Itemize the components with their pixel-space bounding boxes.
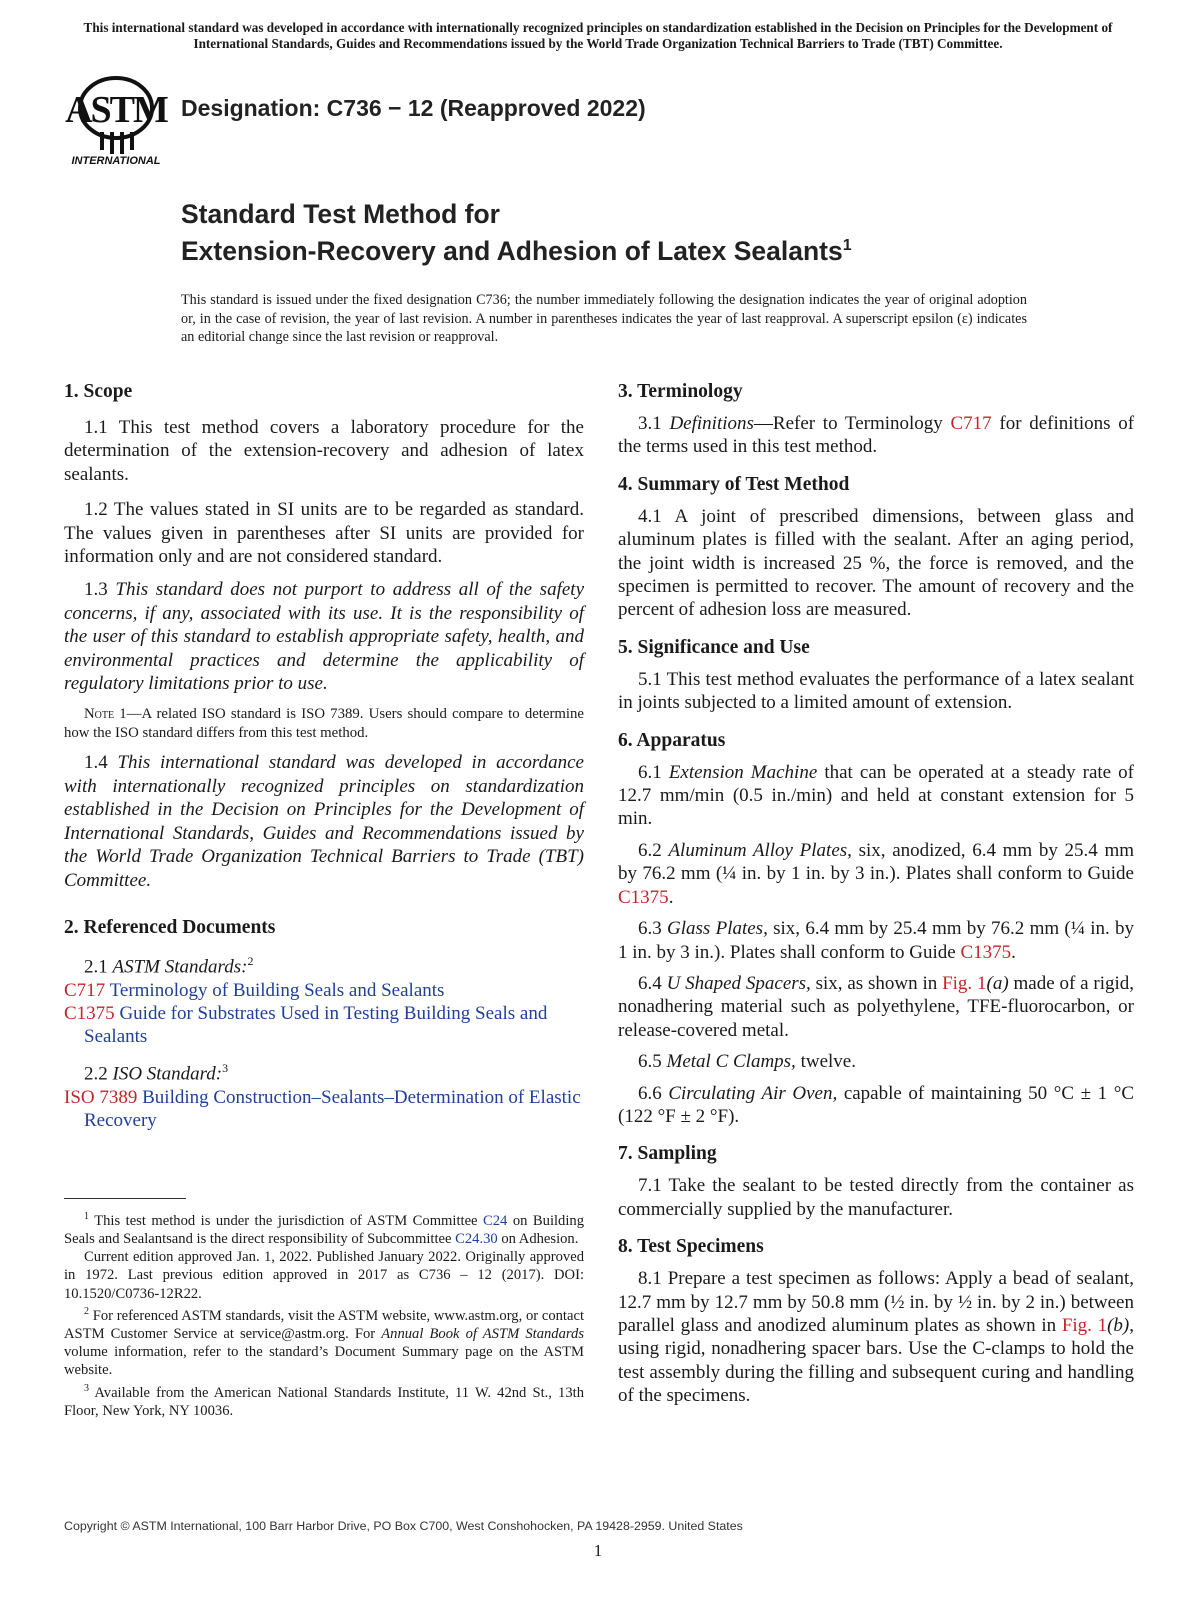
section-3-heading: 3. Terminology xyxy=(618,381,743,402)
designation: Designation: C736 − 12 (Reapproved 2022) xyxy=(181,95,646,121)
reference-c717[interactable]: C717 Terminology of Building Seals and Sealants xyxy=(64,979,445,1001)
page-number: 1 xyxy=(593,1541,603,1560)
para-6-2: 6.2 Aluminum Alloy Plates, six, anodized, 6.4 mm by 25.4 mm by 76.2 mm (¼ in. by 1 in. by 3 in.). Plates shall conform to Guide C1375. xyxy=(618,839,1135,908)
note-1: Note 1—A related ISO standard is ISO 7389. Users should compare to determine how the ISO standard differs from this test method. xyxy=(64,706,584,742)
section-4-heading: 4. Summary of Test Method xyxy=(618,473,850,495)
para-1-3: 1.3 This standard does not purport to address all of the safety concerns, if any, associated with its use. It is the responsibility of the user of this standard to establish appropriate safety, health, and environmental practices and determine the applicability of regulatory limitations prior to use. xyxy=(64,579,584,695)
para-1-2: 1.2 The values stated in SI units are to be regarded as standard. The values given in parentheses after SI units are provided for information only and are not considered standard. xyxy=(64,499,584,568)
footnote-divider xyxy=(64,1198,186,1199)
para-1-4: 1.4 This international standard was developed in accordance with internationally recognized principles on standardization established in the Decision on Principles for the Development of International Standards, Guides and Recommendations issued by the World Trade Organization Technical Barriers to Trade (TBT) Committee. xyxy=(64,752,584,891)
section-1-heading: 1. Scope xyxy=(64,381,133,402)
section-2-heading: 2. Referenced Documents xyxy=(64,916,276,938)
para-6-1: 6.1 Extension Machine that can be operated at a steady rate of 12.7 mm/min (0.5 in./min) and held at constant extension for 5 min. xyxy=(618,761,1134,830)
section-6-heading: 6. Apparatus xyxy=(618,729,726,751)
para-7-1: 7.1 Take the sealant to be tested directly from the container as commercially supplied by the manufacturer. xyxy=(618,1175,1134,1220)
link-fig-1b[interactable]: Fig. 1 xyxy=(1061,1314,1108,1336)
reference-iso-7389[interactable]: ISO 7389 Building Construction–Sealants–Determination of Elastic Recovery xyxy=(64,1086,581,1131)
link-fig-1[interactable]: Fig. 1 xyxy=(942,972,987,994)
para-5-1: 5.1 This test method evaluates the performance of a latex sealant in joints subjected to a limited amount of extension. xyxy=(618,668,1134,714)
title-footnote-ref: 1 xyxy=(842,237,852,254)
section-8-heading: 8. Test Specimens xyxy=(618,1236,764,1258)
section-5-heading: 5. Significance and Use xyxy=(618,636,810,658)
para-3-1: 3.1 Definitions—Refer to Terminology C717 for definitions of the terms used in this test method. xyxy=(618,413,1135,458)
para-6-4: 6.4 U Shaped Spacers, six, as shown in Fig. 1(a) made of a rigid, nonadhering material such as polyethylene, TFE-fluorocarbon, or release-covered metal. xyxy=(618,972,1134,1041)
footnote-3: $^3$ Available from the American National Standards Institute, 11 W. 42nd St., 13th Floor, New York, NY 10036. xyxy=(64,1382,585,1419)
para-2-1: 2.1 ASTM Standards:$^2$ xyxy=(84,953,254,978)
link-c24-30[interactable]: C24.30 xyxy=(455,1231,498,1248)
footnotes xyxy=(64,1208,584,1420)
para-4-1: 4.1 A joint of prescribed dimensions, between glass and aluminum plates is filled with the sealant. After an aging period, the joint width is increased 25 %, the force is removed, and the specimen is permitted to recover. The amount of recovery and the percent of adhesion loss are measured. xyxy=(618,505,1134,621)
footnote-1: $^1$ This test method is under the jurisdiction of ASTM Committee C24 on Building Seals and Sealantsand is the direct responsibility of Subcommittee C24.30 on Adhesion. xyxy=(64,1211,585,1248)
footnote-1-edition: Current edition approved Jan. 1, 2022. Published January 2022. Originally approved in 1972. Last previous edition approved in 2017 as C736 – 12 (2017). DOI: 10.1520/C0736-12R22. xyxy=(64,1249,584,1302)
international-standard-notice: This international standard was developed in accordance with internationally recognized principles on standardization established in the Decision on Principles for the Development of International Standards, Guides and Recommendations issued by the World Trade Organization Technical Barriers to Trade (TBT) Committee. xyxy=(83,20,1113,51)
para-1-1: 1.1 This test method covers a laboratory procedure for the determination of the extension-recovery and adhesion of latex sealants. xyxy=(64,417,584,485)
right-column xyxy=(618,380,1134,1408)
link-c1375-2[interactable]: C1375 xyxy=(960,941,1012,963)
issuance-statement: This standard is issued under the fixed designation C736; the number immediately following the designation indicates the year of original adoption or, in the case of revision, the year of last revision. A number in parentheses indicates the year of last reapproval. A superscript epsilon (ε) indicates an editorial change since the last revision or reapproval. xyxy=(181,292,1027,346)
logo-international-text: INTERNATIONAL xyxy=(71,155,161,166)
para-8-1: 8.1 Prepare a test specimen as follows: Apply a bead of sealant, 12.7 mm by 12.7 mm by 50.8 mm (½ in. by ½ in. by 2 in.) between parallel glass and anodized aluminum plates as shown in Fig. 1(b), using rigid, nonadhering spacer bars. Use the C-clamps to hold the test assembly during the filling and subsequent curing and handling of the specimens. xyxy=(618,1268,1135,1407)
svg-text:ASTM: ASTM xyxy=(65,89,167,131)
copyright: Copyright © ASTM International, 100 Barr Harbor Drive, PO Box C700, West Conshohocken, PA 19428-2959. United States xyxy=(64,1519,743,1533)
para-2-2: 2.2 ISO Standard:$^3$ xyxy=(84,1060,229,1085)
document-title xyxy=(181,198,852,267)
para-6-5: 6.5 Metal C Clamps, twelve. xyxy=(638,1051,856,1073)
section-7-heading: 7. Sampling xyxy=(618,1143,717,1165)
footnote-2: $^2$ For referenced ASTM standards, visit the ASTM website, www.astm.org, or contact ASTM Customer Service at service@astm.org. For Annual Book of ASTM Standards volume information, refer to the standard’s Document Summary page on the ASTM website. xyxy=(64,1305,584,1379)
reference-c1375[interactable]: C1375 Guide for Substrates Used in Testing Building Seals and Sealants xyxy=(64,1003,548,1048)
title-line-2: Extension-Recovery and Adhesion of Latex Sealants$^1$ xyxy=(181,235,852,266)
para-6-3: 6.3 Glass Plates, six, 6.4 mm by 25.4 mm by 76.2 mm (¼ in. by 1 in. by 3 in.). Plates shall conform to Guide C1375. xyxy=(618,918,1135,963)
left-column xyxy=(64,380,584,1132)
astm-logo xyxy=(64,70,168,166)
para-6-6: 6.6 Circulating Air Oven, capable of maintaining 50 °C ± 1 °C (122 °F ± 2 °F). xyxy=(618,1082,1135,1127)
link-c717[interactable]: C717 xyxy=(950,413,992,434)
title-line-1: Standard Test Method for xyxy=(181,199,500,229)
link-c1375[interactable]: C1375 xyxy=(618,886,669,908)
link-c24[interactable]: C24 xyxy=(483,1212,508,1229)
